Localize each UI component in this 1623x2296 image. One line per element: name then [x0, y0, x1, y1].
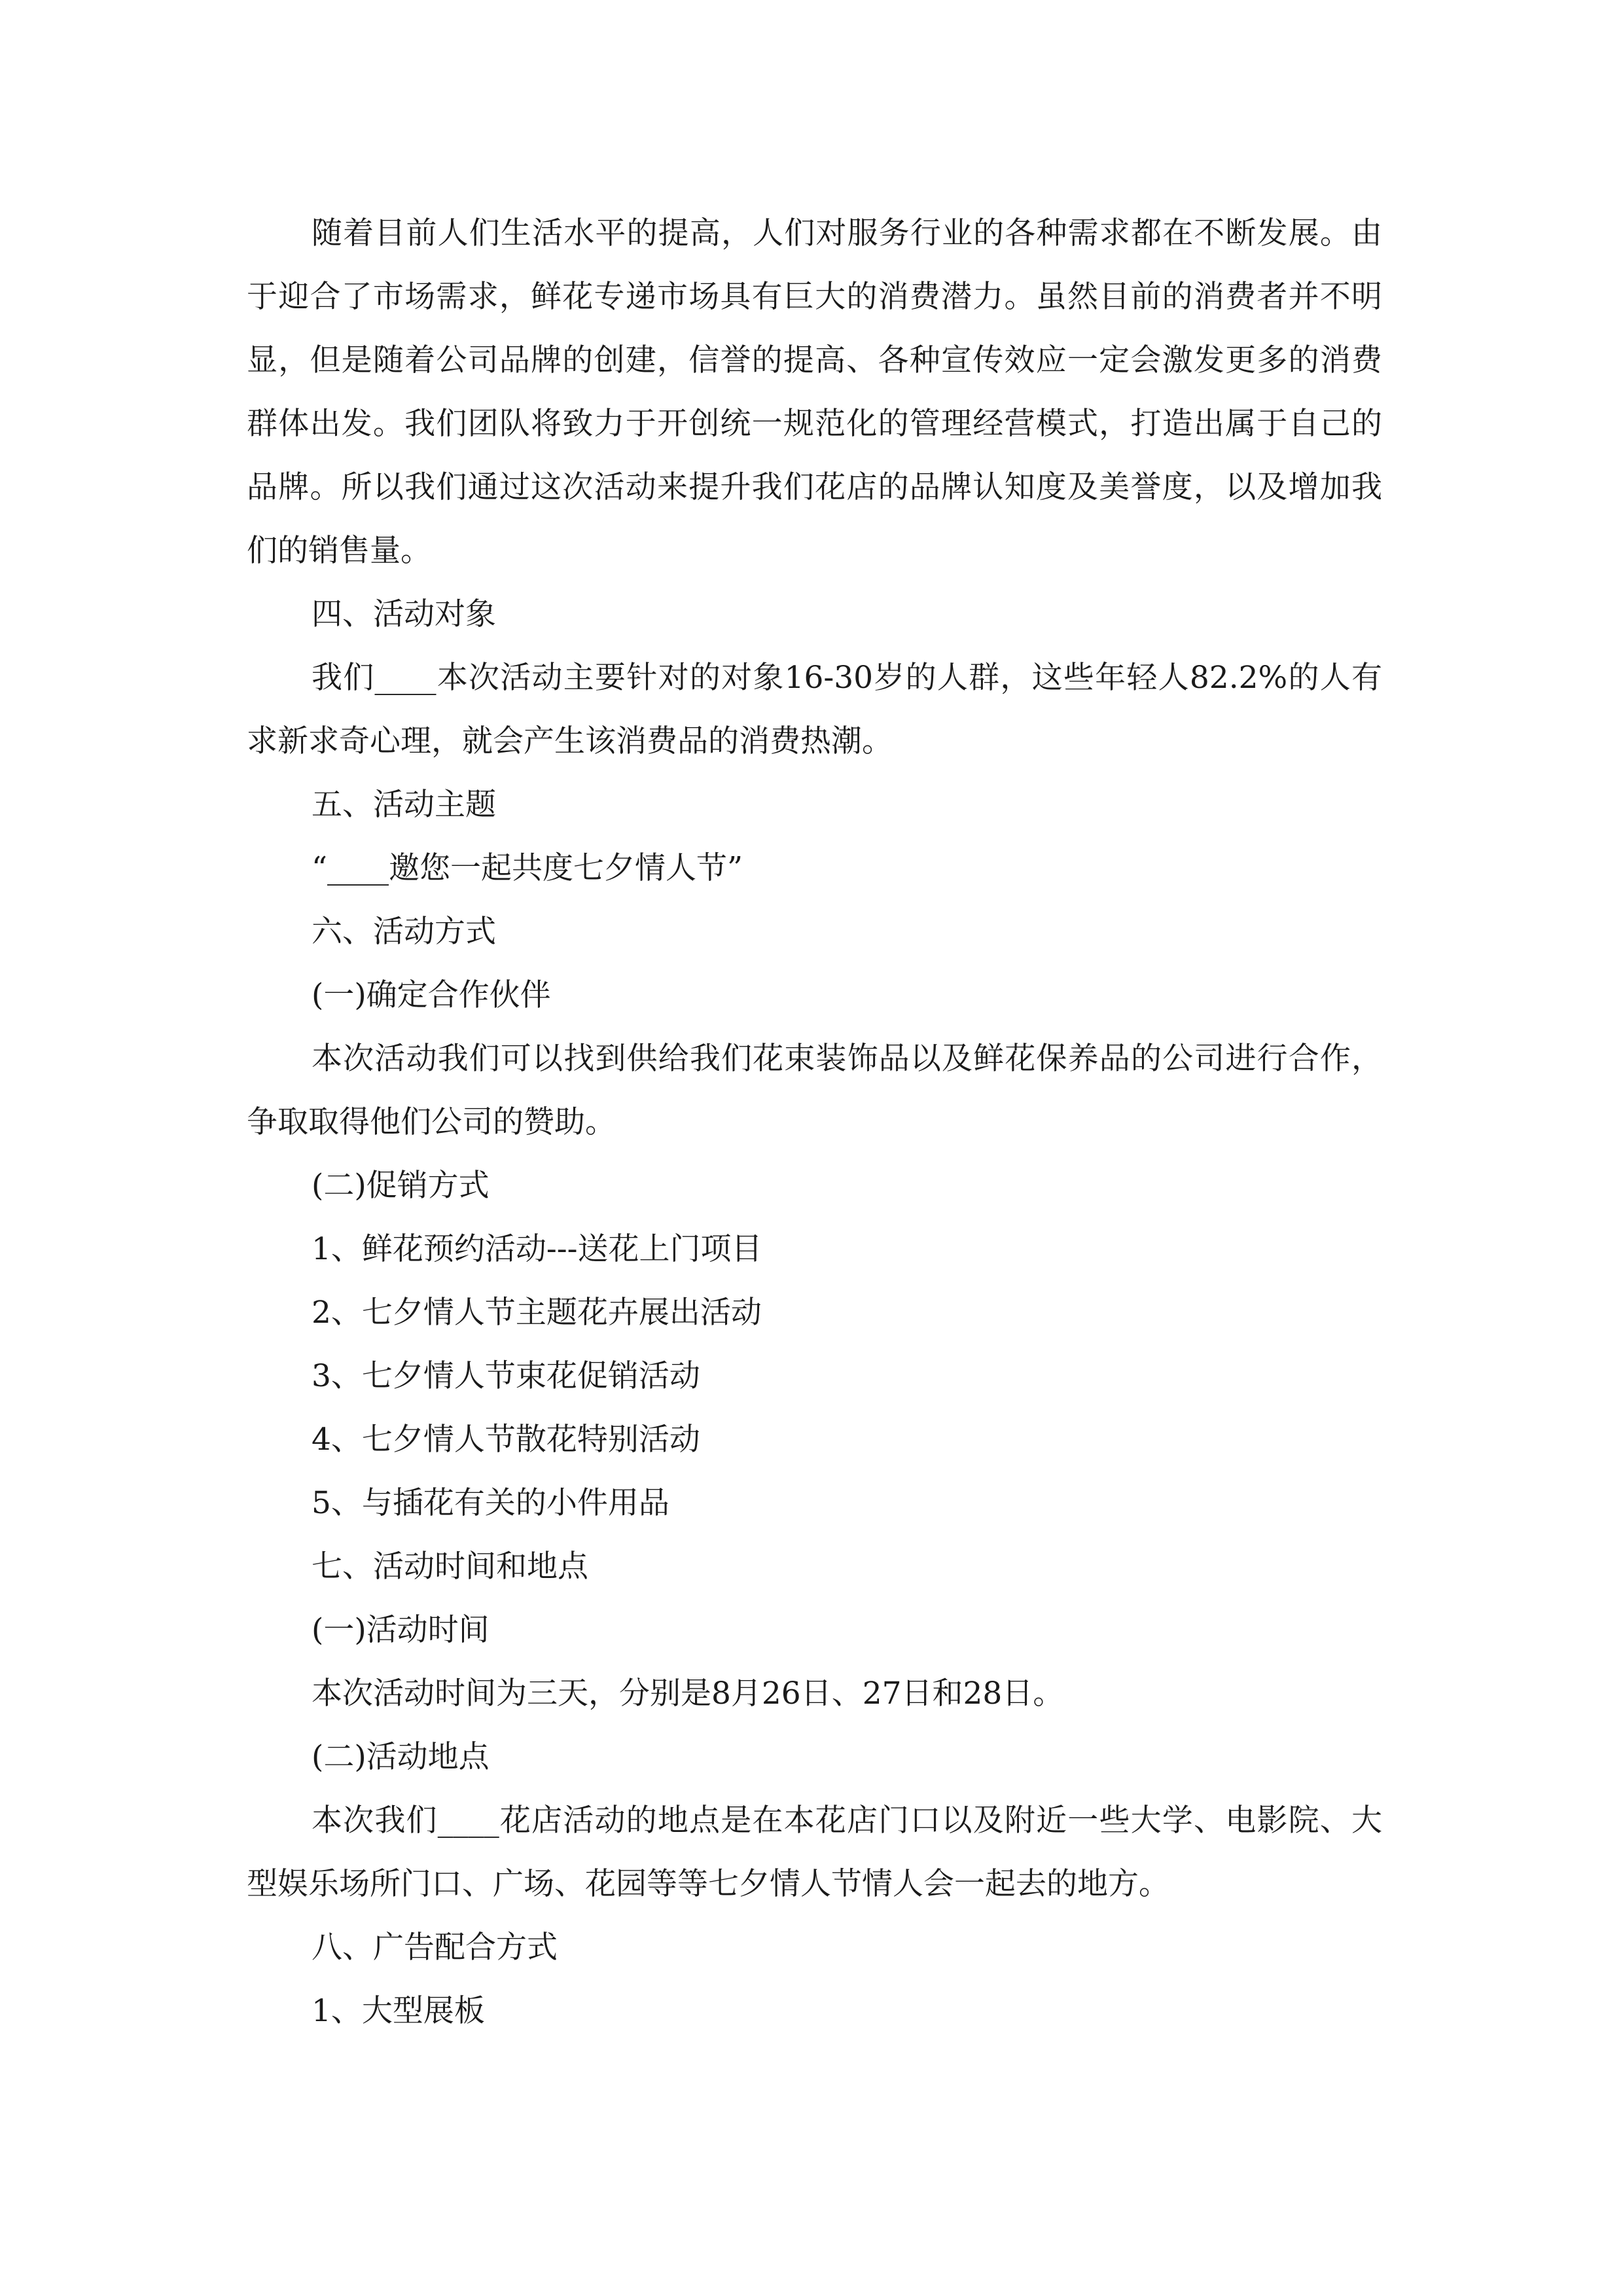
subheading-partners: (一)确定合作伙伴 — [312, 977, 551, 1013]
paragraph-background: 随着目前人们生活水平的提高，人们对服务行业的各种需求都在不断发展。由于迎合了市场需求，鲜花专递市场具有巨大的消费潜力。虽然目前的消费者并不明显，但是随着公司品牌的创建，信誉的提高、各种宣传效应一定会激发更多的消费群体出发。我们团队将致力于开创统一规范化的管理经营模式，打造出属于自己的品牌。所以我们通过这次活动来提升我们花店的品牌认知度及美誉度，以及增加我们的销售量。 — [247, 215, 1382, 569]
list-item: 3、七夕情人节束花促销活动 — [312, 1358, 700, 1394]
heading-time-place: 七、活动时间和地点 — [312, 1549, 588, 1585]
list-item: 1、鲜花预约活动---送花上门项目 — [312, 1231, 762, 1267]
document-body — [247, 202, 1382, 2043]
subheading-time: (一)活动时间 — [312, 1612, 490, 1648]
paragraph-target-audience: 我们____本次活动主要针对的对象16-30岁的人群，这些年轻人82.2%的人有求新求奇心理，就会产生该消费品的消费热潮。 — [247, 660, 1382, 759]
heading-activity-target: 四、活动对象 — [312, 596, 496, 632]
heading-activity-theme: 五、活动主题 — [312, 787, 496, 823]
subheading-promotion: (二)促销方式 — [312, 1168, 490, 1204]
text-theme-slogan: “____邀您一起共度七夕情人节” — [312, 850, 743, 886]
text-activity-dates: 本次活动时间为三天，分别是8月26日、27日和28日。 — [312, 1676, 1064, 1712]
list-item: 5、与插花有关的小件用品 — [312, 1485, 669, 1521]
subheading-place: (二)活动地点 — [312, 1739, 490, 1775]
list-item: 2、七夕情人节主题花卉展出活动 — [312, 1295, 762, 1331]
list-item: 1、大型展板 — [312, 1993, 485, 2029]
heading-advertising: 八、广告配合方式 — [312, 1929, 558, 1965]
heading-activity-method: 六、活动方式 — [312, 914, 496, 950]
paragraph-partners: 本次活动我们可以找到供给我们花束装饰品以及鲜花保养品的公司进行合作，争取取得他们公司的赞助。 — [247, 1041, 1382, 1140]
paragraph-place: 本次我们____花店活动的地点是在本花店门口以及附近一些大学、电影院、大型娱乐场所门口、广场、花园等等七夕情人节情人会一起去的地方。 — [247, 1803, 1382, 1902]
list-item: 4、七夕情人节散花特别活动 — [312, 1422, 700, 1458]
